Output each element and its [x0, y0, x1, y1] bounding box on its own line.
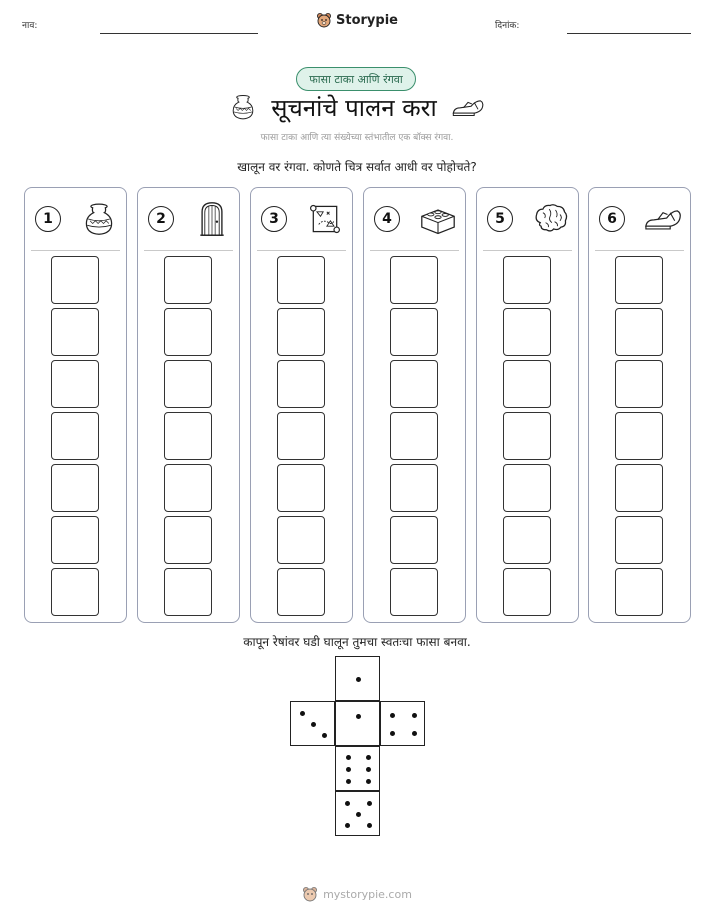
color-box[interactable]	[164, 412, 212, 460]
column-number: 6	[599, 206, 625, 232]
color-box[interactable]	[51, 516, 99, 564]
color-box[interactable]	[615, 412, 663, 460]
color-box[interactable]	[51, 464, 99, 512]
column-5	[476, 187, 579, 623]
color-box[interactable]	[164, 360, 212, 408]
date-label: दिनांक:	[495, 21, 520, 31]
column-header	[599, 202, 683, 236]
color-box[interactable]	[503, 568, 551, 616]
activity-badge: फासा टाका आणि रंगवा	[296, 67, 416, 91]
color-box[interactable]	[390, 256, 438, 304]
color-box[interactable]	[503, 464, 551, 512]
color-box[interactable]	[277, 256, 325, 304]
dice-instruction: कापून रेषांवर घडी घालून तुमचा स्वतःचा फासा बनवा.	[243, 635, 471, 649]
color-box[interactable]	[390, 516, 438, 564]
toy-brick-icon	[418, 201, 458, 237]
color-box[interactable]	[164, 308, 212, 356]
color-box[interactable]	[277, 412, 325, 460]
die-face-3	[290, 701, 335, 746]
instruction-text: खालून वर रंगवा. कोणते चित्र सर्वात आधी वर पोहोचते?	[237, 160, 477, 174]
color-box[interactable]	[615, 516, 663, 564]
pot-icon	[229, 91, 257, 123]
column-2	[137, 187, 240, 623]
brain-icon	[531, 201, 571, 237]
color-box[interactable]	[503, 256, 551, 304]
die-face-1	[335, 701, 380, 746]
column-3	[250, 187, 353, 623]
pot-icon	[79, 201, 119, 237]
date-line[interactable]	[567, 33, 691, 34]
color-box[interactable]	[615, 308, 663, 356]
treasure-map-icon	[305, 201, 345, 237]
die-face-6	[335, 746, 380, 791]
die-face-5	[335, 791, 380, 836]
color-box[interactable]	[164, 464, 212, 512]
color-box[interactable]	[503, 308, 551, 356]
color-box[interactable]	[615, 256, 663, 304]
brand-name: Storypie	[336, 12, 398, 28]
color-box[interactable]	[390, 360, 438, 408]
color-box[interactable]	[277, 308, 325, 356]
title-row	[0, 90, 714, 124]
mascot-icon	[316, 12, 332, 28]
sandal-icon	[451, 94, 485, 120]
color-box[interactable]	[164, 568, 212, 616]
column-6	[588, 187, 691, 623]
color-box[interactable]	[615, 360, 663, 408]
color-box[interactable]	[164, 256, 212, 304]
color-box[interactable]	[390, 412, 438, 460]
die-face-1	[335, 656, 380, 701]
color-box[interactable]	[615, 464, 663, 512]
column-header	[374, 202, 458, 236]
column-number: 2	[148, 206, 174, 232]
color-box[interactable]	[390, 464, 438, 512]
footer-url[interactable]: mystorypie.com	[323, 887, 412, 901]
door-icon	[192, 201, 232, 237]
color-box[interactable]	[277, 568, 325, 616]
column-number: 3	[261, 206, 287, 232]
brand-logo	[0, 12, 714, 28]
color-box[interactable]	[51, 308, 99, 356]
color-box[interactable]	[51, 568, 99, 616]
color-box[interactable]	[615, 568, 663, 616]
page-subtitle: फासा टाका आणि त्या संख्येच्या स्तंभातील एक बॉक्स रंगवा.	[260, 133, 454, 143]
column-number: 5	[487, 206, 513, 232]
column-header	[148, 202, 232, 236]
column-4	[363, 187, 466, 623]
page-title: सूचनांचे पालन करा	[271, 93, 437, 122]
die-face-4	[380, 701, 425, 746]
color-box[interactable]	[277, 360, 325, 408]
color-box[interactable]	[164, 516, 212, 564]
color-box[interactable]	[390, 308, 438, 356]
color-box[interactable]	[503, 360, 551, 408]
color-box[interactable]	[503, 516, 551, 564]
color-box[interactable]	[390, 568, 438, 616]
color-box[interactable]	[277, 516, 325, 564]
column-header	[35, 202, 119, 236]
name-line[interactable]	[100, 33, 258, 34]
column-1	[24, 187, 127, 623]
color-box[interactable]	[51, 412, 99, 460]
footer	[0, 886, 714, 902]
color-box[interactable]	[503, 412, 551, 460]
color-box[interactable]	[277, 464, 325, 512]
column-number: 4	[374, 206, 400, 232]
column-header	[261, 202, 345, 236]
name-label: नाव:	[22, 21, 38, 31]
mascot-icon	[302, 886, 318, 902]
sandal-icon	[643, 201, 683, 237]
color-box[interactable]	[51, 360, 99, 408]
column-header	[487, 202, 571, 236]
column-number: 1	[35, 206, 61, 232]
color-box[interactable]	[51, 256, 99, 304]
